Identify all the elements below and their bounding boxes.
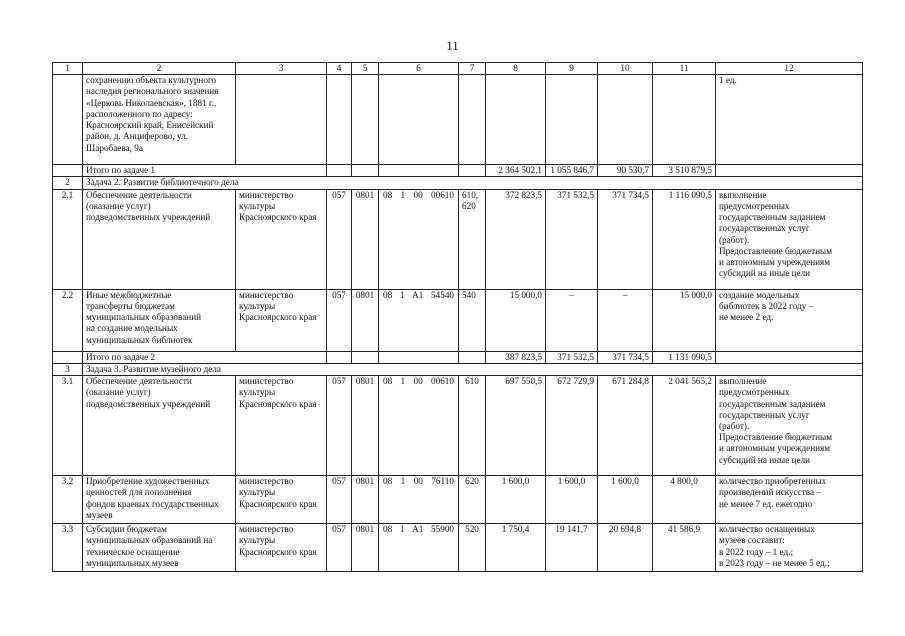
table-row: [53, 289, 863, 351]
section-code: 0801: [352, 376, 379, 476]
measure-name: Обеспечение деятельности (оказание услуг) подведомственных учреждений: [83, 376, 236, 476]
col-header: 7: [459, 63, 486, 75]
col-header: 9: [546, 63, 598, 75]
task-row: [53, 177, 863, 189]
amount-2022: 697 550,5: [486, 376, 546, 476]
task-number: 2: [53, 177, 83, 189]
amount-2024: 371 734,5: [598, 351, 653, 363]
responsible-org: министерство культуры Красноярского края: [236, 524, 327, 572]
expected-result: выполнение предусмотренных государственным заданием государственных услуг (работ). Предоставление бюджетным и автономным учреждениям субсидий на иные цели: [716, 376, 863, 476]
amount-2024: 371 734,5: [598, 189, 653, 289]
table-row: [53, 524, 863, 572]
amount-2023: 371 532,5: [546, 351, 598, 363]
amount-2023: 1 600,0: [546, 476, 598, 524]
col-header: 5: [352, 63, 379, 75]
amount-total: 3 510 879,5: [653, 165, 716, 177]
task-title: Задача 2. Развитие библиотечного дела: [83, 177, 863, 189]
amount-2022: 15 000,0: [486, 289, 546, 351]
table-row: [53, 376, 863, 476]
subtotal-row: [53, 165, 863, 177]
task-row: [53, 363, 863, 375]
col-header: 3: [236, 63, 327, 75]
expected-result: количество оснащенных музеев составит: в 2022 году – 1 ед.; в 2023 году – не менее 5 ед.;: [716, 524, 863, 572]
table-row: [53, 75, 863, 165]
amount-2022: 1 750,4: [486, 524, 546, 572]
target-article-code: 08 1 00 00610: [379, 189, 459, 289]
col-header: 11: [653, 63, 716, 75]
amount-2024: 1 600,0: [598, 476, 653, 524]
col-header: 2: [83, 63, 236, 75]
row-number: 2.1: [53, 189, 83, 289]
grbs-code: 057: [327, 524, 352, 572]
measure-name: Приобретение художественных ценностей для пополнения фондов краевых государственных музеев: [83, 476, 236, 524]
grbs-code: 057: [327, 189, 352, 289]
subtotal-label: Итого по задаче 1: [83, 165, 327, 177]
row-number: 3.2: [53, 476, 83, 524]
responsible-org: министерство культуры Красноярского края: [236, 289, 327, 351]
grbs-code: 057: [327, 476, 352, 524]
amount-total: 1 131 090,5: [653, 351, 716, 363]
page-number: 11: [446, 38, 459, 53]
col-header: 12: [716, 63, 863, 75]
amount-2024: 20 694,8: [598, 524, 653, 572]
subtotal-label: Итого по задаче 2: [83, 351, 327, 363]
section-code: 0801: [352, 476, 379, 524]
amount-2024: 671 284,8: [598, 376, 653, 476]
task-number: 3: [53, 363, 83, 375]
target-article-code: 08 1 A1 54540: [379, 289, 459, 351]
header-row: [53, 63, 863, 75]
row-number: 3.3: [53, 524, 83, 572]
expense-type-code: 610: [459, 376, 486, 476]
target-article-code: 08 1 00 76110: [379, 476, 459, 524]
amount-2023: 19 141,7: [546, 524, 598, 572]
table-row: [53, 476, 863, 524]
amount-2023: –: [546, 289, 598, 351]
section-code: 0801: [352, 524, 379, 572]
amount-2023: 672 729,9: [546, 376, 598, 476]
section-code: 0801: [352, 289, 379, 351]
expense-type-code: 520: [459, 524, 486, 572]
expected-result: создание модельных библиотек в 2022 году – не менее 2 ед.: [716, 289, 863, 351]
expense-type-code: 540: [459, 289, 486, 351]
responsible-org: министерство культуры Красноярского края: [236, 189, 327, 289]
target-article-code: 08 1 00 00610: [379, 376, 459, 476]
amount-2024: –: [598, 289, 653, 351]
amount-2022: 1 600,0: [486, 476, 546, 524]
amount-2022: 2 364 502,1: [486, 165, 546, 177]
amount-total: 2 041 565,2: [653, 376, 716, 476]
col-header: 8: [486, 63, 546, 75]
amount-2023: 1 055 846,7: [546, 165, 598, 177]
measure-name: Иные межбюджетные трансферты бюджетам муниципальных образований на создание модельных муниципальных библиотек: [83, 289, 236, 351]
col-header: 10: [598, 63, 653, 75]
responsible-org: министерство культуры Красноярского края: [236, 376, 327, 476]
grbs-code: 057: [327, 376, 352, 476]
amount-2023: 371 532,5: [546, 189, 598, 289]
amount-2022: 387 823,5: [486, 351, 546, 363]
col-header: 6: [379, 63, 459, 75]
amount-total: 1 116 090,5: [653, 189, 716, 289]
expense-type-code: 610, 620: [459, 189, 486, 289]
measure-name: Субсидии бюджетам муниципальных образований на техническое оснащение муниципальных музеев: [83, 524, 236, 572]
measure-name: сохранению объекта культурного наследия регионального значения «Церковь Николаевская», 1881 г., расположенного по адресу: Красноярский край, Енисейский район, д. Анциферово, ул. Шаробаева, 9а: [83, 75, 236, 165]
expense-type-code: 620: [459, 476, 486, 524]
amount-total: 15 000,0: [653, 289, 716, 351]
expected-result: количество приобретенных произведений искусства – не менее 7 ед. ежегодно: [716, 476, 863, 524]
table-row: [53, 189, 863, 289]
amount-total: 41 586,9: [653, 524, 716, 572]
col-header: 4: [327, 63, 352, 75]
measure-name: Обеспечение деятельности (оказание услуг) подведомственных учреждений: [83, 189, 236, 289]
subtotal-row: [53, 351, 863, 363]
col-header: 1: [53, 63, 83, 75]
amount-2024: 90 530,7: [598, 165, 653, 177]
section-code: 0801: [352, 189, 379, 289]
amount-2022: 372 823,5: [486, 189, 546, 289]
expected-result: 1 ед.: [716, 75, 863, 165]
expected-result: выполнение предусмотренных государственным заданием государственных услуг (работ). Предоставление бюджетным и автономным учреждениям субсидий на иные цели: [716, 189, 863, 289]
row-number: 3.1: [53, 376, 83, 476]
row-number: 2.2: [53, 289, 83, 351]
grbs-code: 057: [327, 289, 352, 351]
program-table: [52, 62, 863, 572]
responsible-org: министерство культуры Красноярского края: [236, 476, 327, 524]
amount-total: 4 800,0: [653, 476, 716, 524]
task-title: Задача 3. Развитие музейного дела: [83, 363, 863, 375]
target-article-code: 08 1 A1 55900: [379, 524, 459, 572]
